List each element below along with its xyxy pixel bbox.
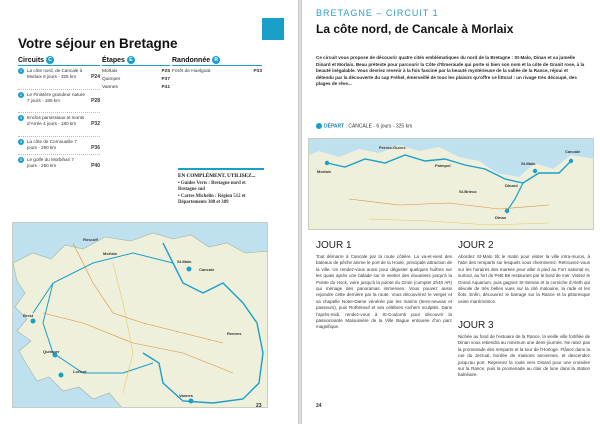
randonnee-heading: Randonnée R (172, 56, 220, 64)
list-item[interactable]: Morlaix P25 (102, 69, 170, 74)
brittany-map (12, 222, 268, 408)
page-title: Votre séjour en Bretagne (18, 36, 178, 51)
map-label: Dinan (495, 215, 507, 220)
list-item[interactable]: 4 La côte de Cornouaille 7 jours - 290 km P36 (19, 139, 100, 151)
divider (18, 89, 100, 90)
circuits-heading: Circuits C (18, 56, 54, 64)
map-graphic (13, 223, 268, 408)
map-label: St-Malo (521, 161, 536, 166)
divider (18, 112, 100, 113)
map-label: Brest (23, 313, 34, 318)
circuits-rule (18, 65, 100, 66)
circuit-number: 1 (19, 68, 23, 73)
complement-box (178, 168, 264, 206)
map-label: Morlaix (317, 169, 332, 174)
etapes-rule (102, 65, 170, 66)
circuit-number: 4 (19, 139, 23, 144)
depart-marker-icon (316, 123, 322, 129)
list-item[interactable]: Quimper P37 (102, 77, 170, 82)
map-label: Dinard (505, 183, 518, 188)
circuit-number: 3 (19, 115, 23, 120)
list-item[interactable]: Vannes P41 (102, 85, 170, 90)
map-label: Cancale (565, 149, 581, 154)
jour-heading: JOUR 1 (316, 240, 352, 251)
circuit-number: 5 (19, 157, 23, 162)
map-graphic (309, 139, 594, 230)
map-label: Cancale (199, 267, 215, 272)
circuit-badge-icon: C (46, 56, 54, 64)
circuit-map (308, 138, 594, 230)
page-number: 23 (256, 403, 262, 409)
etape-badge-icon: E (127, 56, 135, 64)
section-tab (262, 18, 284, 40)
map-label: Vannes (179, 393, 194, 398)
rando-badge-icon: R (212, 56, 220, 64)
circuit-kicker: BRETAGNE – CIRCUIT 1 (316, 8, 439, 18)
list-item[interactable]: 3 Enclos paroissiaux et monts d’Arrée 4 jours - 180 km P32 (19, 115, 100, 127)
jour-text: Tout démarre à Cancale par la route côtière. La va-et-vient des bateaux de pêche anime le port de la Houle, principale attraction de la ville. Un rendez-vous aussi pour déguster quelques huîtres sur les quais après une balade sur le sentier des douaniers jusqu’à la Pointe du Hock, voire jusqu’à la pointe du Groin (compter 2h40 AR) qui ménage des panoramas immenses. Vous pouvez aussi rejoindre cette dernière par la route. Vous découvrirez le Verger et sa chapelle Notre-Dame vénérée par les marins (terre-neuvas et passeurs), puis Rothéneuf et ses célèbres rochers sculptés. Dans l’après-midi, rendez-vous à St-Coulomb pour découvrir la passionnante Malouinière de la Ville Bague entourée d’un parc magnifique. (316, 254, 452, 330)
divider (18, 154, 100, 155)
complement-item: • Cartes Michelin : Région 512 et Départements 308 et 309 (178, 193, 246, 205)
map-label: St-Brieuc (459, 189, 477, 194)
list-item[interactable]: 1 La côte nord, de Cancale à Morlaix 6 jours - 325 km P24 (19, 68, 100, 80)
map-label: Paimpol (435, 163, 451, 168)
list-item[interactable]: 2 Le Finistère grandeur nature 7 jours - 185 km P28 (19, 92, 100, 104)
map-label: Rennes (227, 331, 242, 336)
page-title: La côte nord, de Cancale à Morlaix (316, 22, 514, 36)
map-label: Perros-Guirec (379, 145, 406, 150)
right-page (302, 0, 600, 424)
list-item[interactable]: Forêt de Huelgoat P33 (172, 69, 262, 74)
map-label: St-Malo (177, 259, 192, 264)
map-label: Lorient (73, 369, 87, 374)
complement-item: • Guides Verts : Bretagne nord et Bretagne sud (178, 180, 246, 192)
jour-heading: JOUR 2 (458, 240, 494, 251)
list-item[interactable]: 5 Le golfe du Morbihan 7 jours - 250 km P40 (19, 157, 100, 169)
jour-text: Nichée au fond de l’estuaire de la Rance, la vieille ville fortifiée de Dinan vous retiendra au minimum une demi-journée. Ne ratez pas la promenade des remparts et la tour de l’Horloge. Flânez dans la rue du Jerzual, bordée de maisons anciennes, et descendez jusqu’au port. Reprenez la route vers Dinard pour une croisière sur la Rance, puis la promenade au clair de lune dans la station balnéaire. (458, 334, 590, 378)
page-number: 24 (316, 403, 322, 409)
map-label: Roscoff (83, 237, 98, 242)
jour-text: Abordez St-Malo tôt le matin pour visiter la ville intra-muros, à l’abri des remparts sur lesquels vous cheminerez. Retrouvez-vous sur les horaires des marées pour aller à pied au Fort national et, surtout, au fort du Petit Bé restaurant par le bord de mer. Visitez le Grand Aquarium, puis gagnez St-Servan et la corniche d’Aleth qui dévoile de très belles vues sur la cité malouine, la rade et les îlots. Enfin, découvrez le barrage sur la Rance et la pittoresque usine marémotrice. (458, 254, 590, 304)
intro-text: Ce circuit vous propose de découvrir quatre cités emblématiques du nord de la Bretagne : St-Malo, Dinan et sa jumelle Dinard et Morlaix. Beau prétexte pour parcourir la Côte d’Émeraude qui porte si bien son nom et la côte de Granit rose, à la beauté inégalable. Vous devriez revenir à la fois fasciné par la beauté mystérieuse de la vallée de la Rance, réjoui et détendu par la découverte du cap Fréhel, émerveillé de tous les plaisirs qu’offre ce littoral : un rivage très découpé, des plages de rêve... (316, 55, 585, 86)
divider (18, 136, 100, 137)
depart-line: DÉPART : CANCALE - 6 jours - 325 km (316, 123, 412, 129)
etapes-heading: Étapes E (102, 56, 135, 64)
complement-heading: EN COMPLÉMENT, UTILISEZ... (178, 173, 256, 179)
circuit-number: 2 (19, 92, 23, 97)
jour-heading: JOUR 3 (458, 320, 494, 331)
left-page (0, 0, 298, 424)
map-label: Morlaix (103, 251, 118, 256)
map-label: Quimper (43, 349, 60, 354)
randonnee-rule (172, 65, 262, 66)
